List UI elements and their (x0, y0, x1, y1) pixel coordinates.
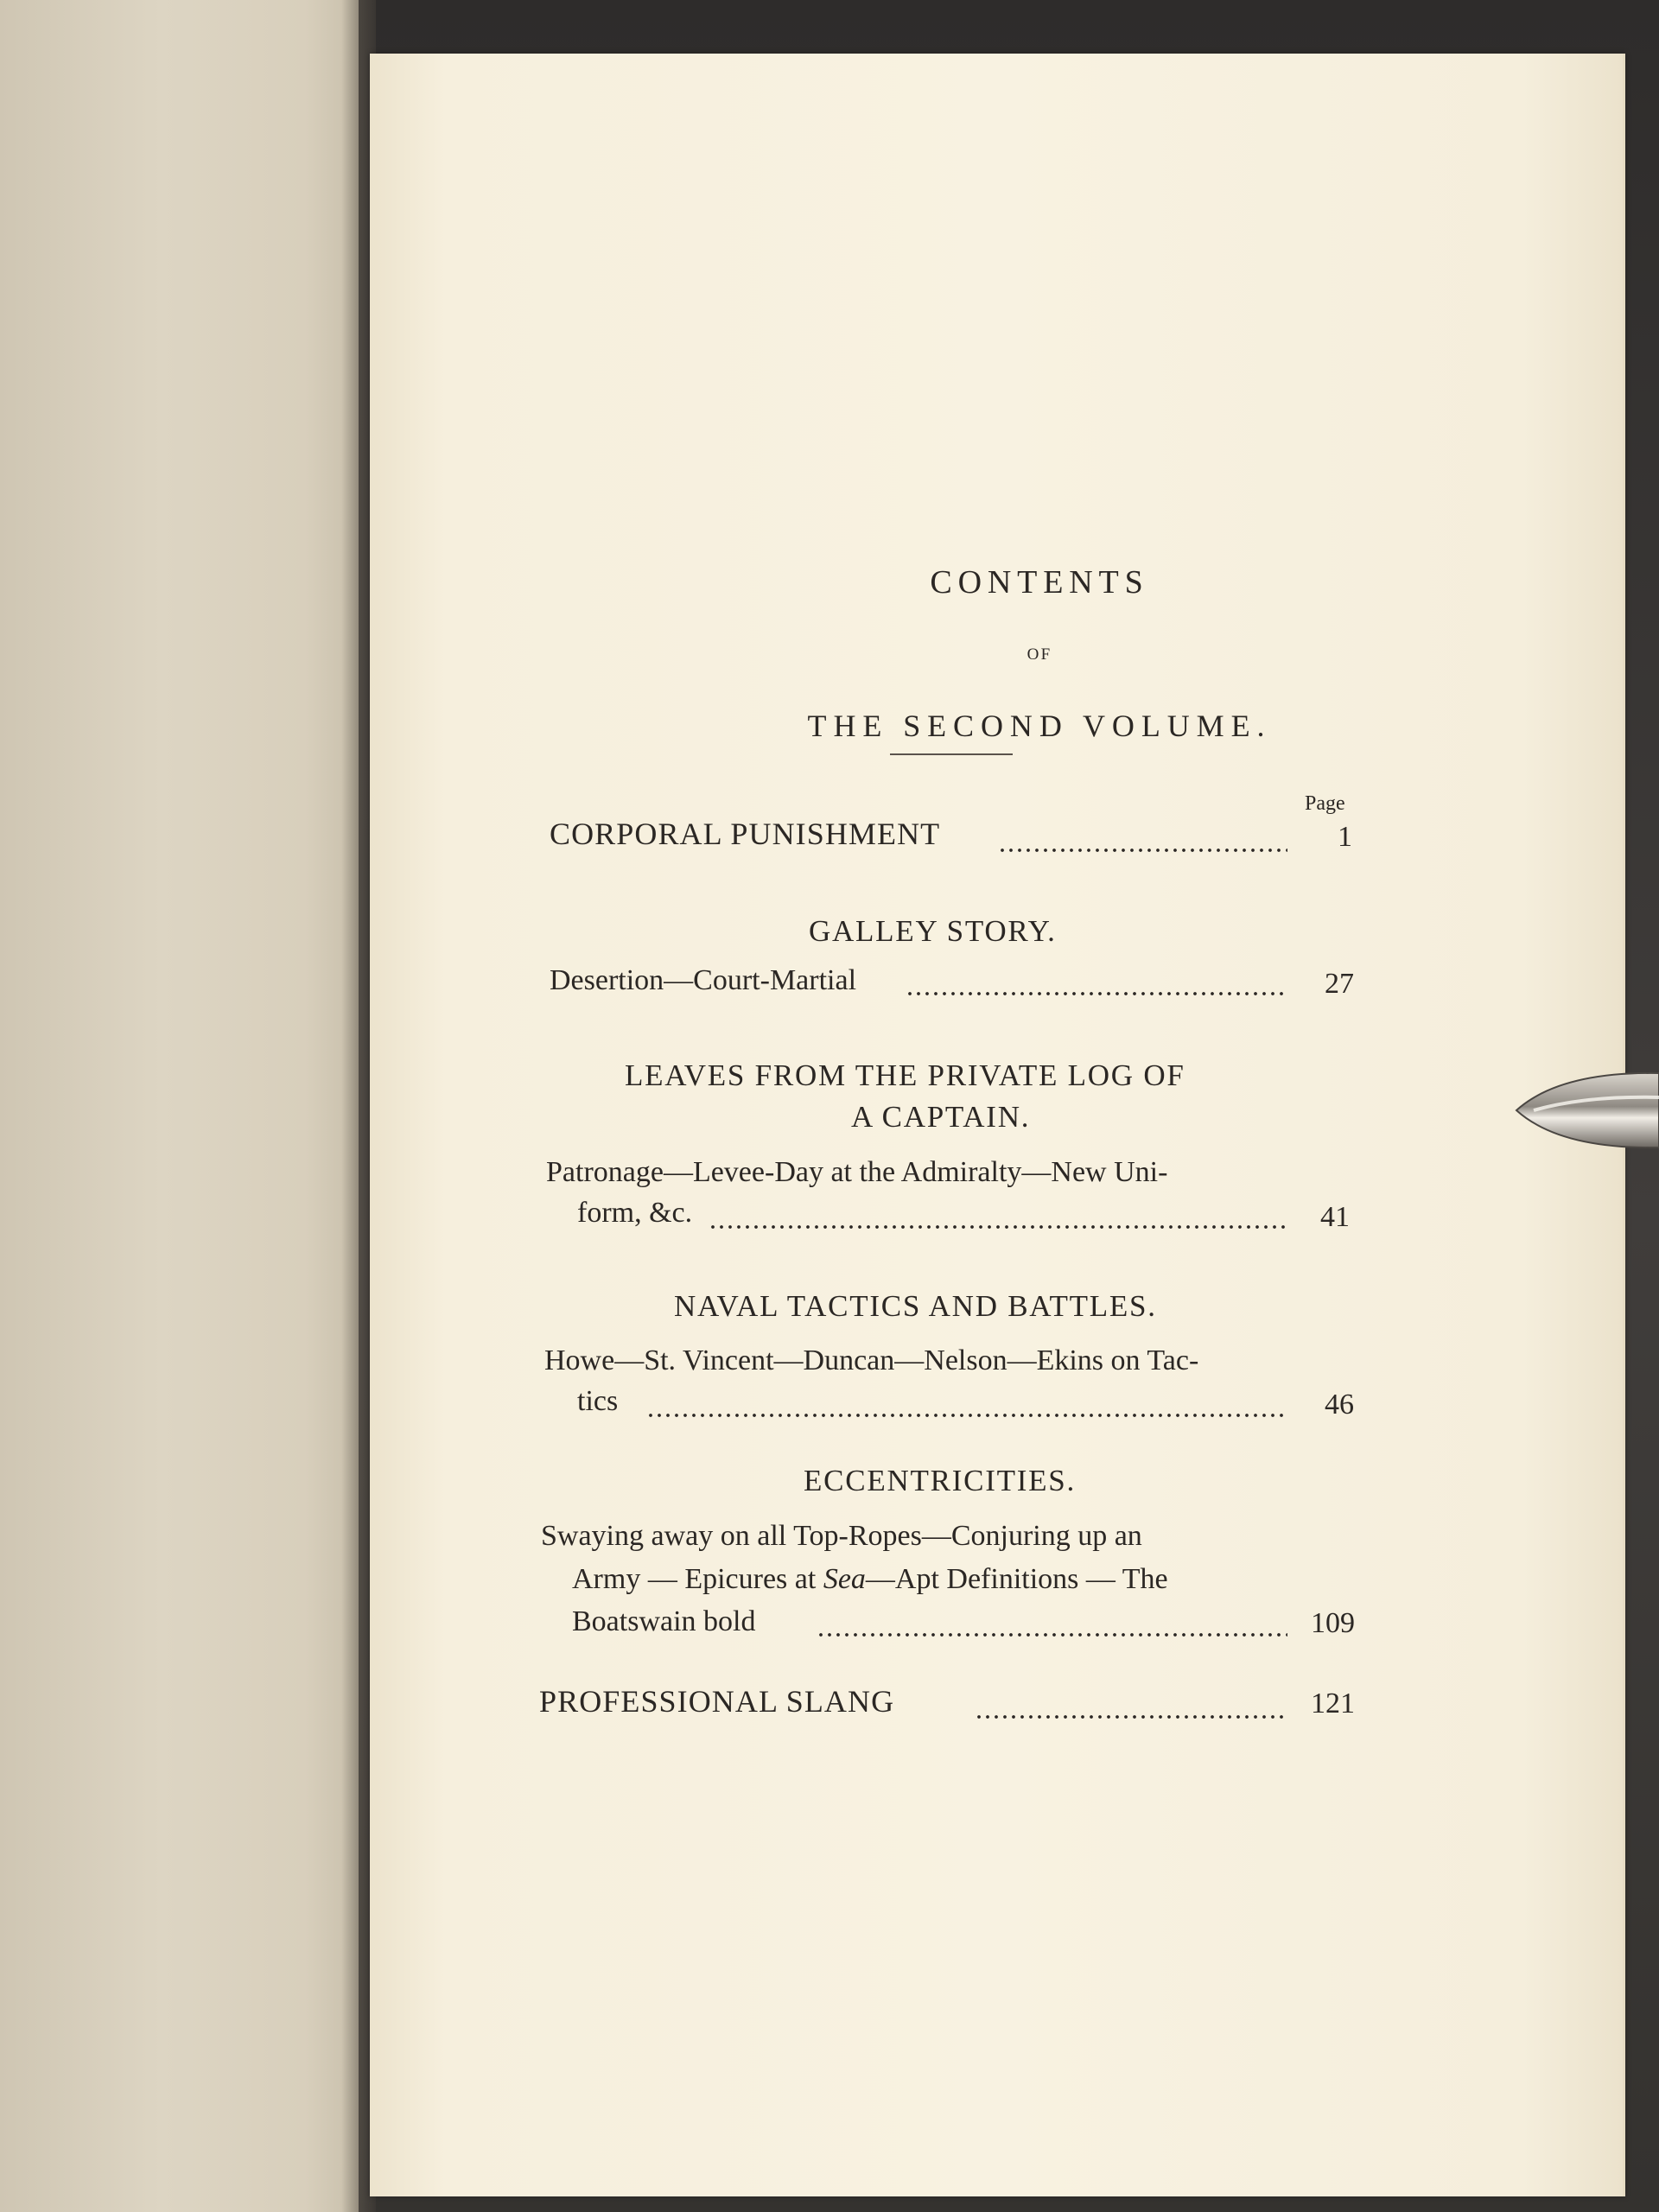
toc-entry-swaying: Swaying away on all Top-Ropes—Conjuring up an (541, 1520, 1142, 1552)
toc-entry-corporal-punishment: CORPORAL PUNISHMENT (550, 817, 941, 851)
toc-entry-swaying-line2-start: Army — Epicures at (572, 1563, 823, 1595)
toc-entry-desertion: Desertion—Court-Martial (550, 964, 857, 996)
page-clip-icon (1508, 1063, 1659, 1158)
section-naval-tactics: NAVAL TACTICS AND BATTLES. (674, 1289, 1157, 1323)
toc-page-number: 41 (1320, 1201, 1350, 1233)
toc-entry-patronage-line2: form, &c. (577, 1197, 693, 1229)
toc-entry-swaying-line2-end: —Apt Definitions — The (865, 1563, 1168, 1595)
toc-page-number: 27 (1325, 968, 1354, 1000)
toc-leader (975, 1715, 1287, 1719)
toc-page-number: 121 (1311, 1688, 1355, 1719)
section-galley-story: GALLEY STORY. (809, 914, 1057, 948)
toc-entry-swaying-line2 (572, 1563, 1168, 1596)
contents-of: OF (1027, 645, 1052, 664)
toc-leader (817, 1633, 1287, 1637)
section-leaves-private-log-line2: A CAPTAIN. (851, 1100, 1031, 1134)
toc-page-number: 46 (1325, 1389, 1354, 1421)
toc-entry-professional-slang: PROFESSIONAL SLANG (539, 1684, 895, 1719)
toc-entry-swaying-line3: Boatswain bold (572, 1605, 756, 1637)
facing-page (0, 0, 359, 2212)
toc-leader (709, 1225, 1287, 1229)
toc-entry-howe-line2: tics (577, 1385, 619, 1417)
contents-title: CONTENTS (930, 564, 1149, 601)
toc-leader (906, 992, 1287, 995)
section-eccentricities: ECCENTRICITIES. (804, 1464, 1076, 1497)
volume-heading: THE SECOND VOLUME. (807, 709, 1272, 743)
toc-entry-howe: Howe—St. Vincent—Duncan—Nelson—Ekins on Tac- (544, 1344, 1199, 1376)
toc-entry-swaying-line2-italic: Sea (823, 1563, 866, 1595)
toc-leader (646, 1414, 1287, 1417)
page-column-label: Page (1305, 792, 1345, 815)
toc-leader (998, 849, 1287, 852)
toc-entry-patronage: Patronage—Levee-Day at the Admiralty—New Uni- (546, 1156, 1168, 1188)
toc-page-number: 109 (1311, 1607, 1355, 1639)
section-leaves-private-log: LEAVES FROM THE PRIVATE LOG OF (625, 1058, 1185, 1092)
heading-rule (890, 753, 1013, 755)
toc-page-number: 1 (1338, 821, 1352, 853)
